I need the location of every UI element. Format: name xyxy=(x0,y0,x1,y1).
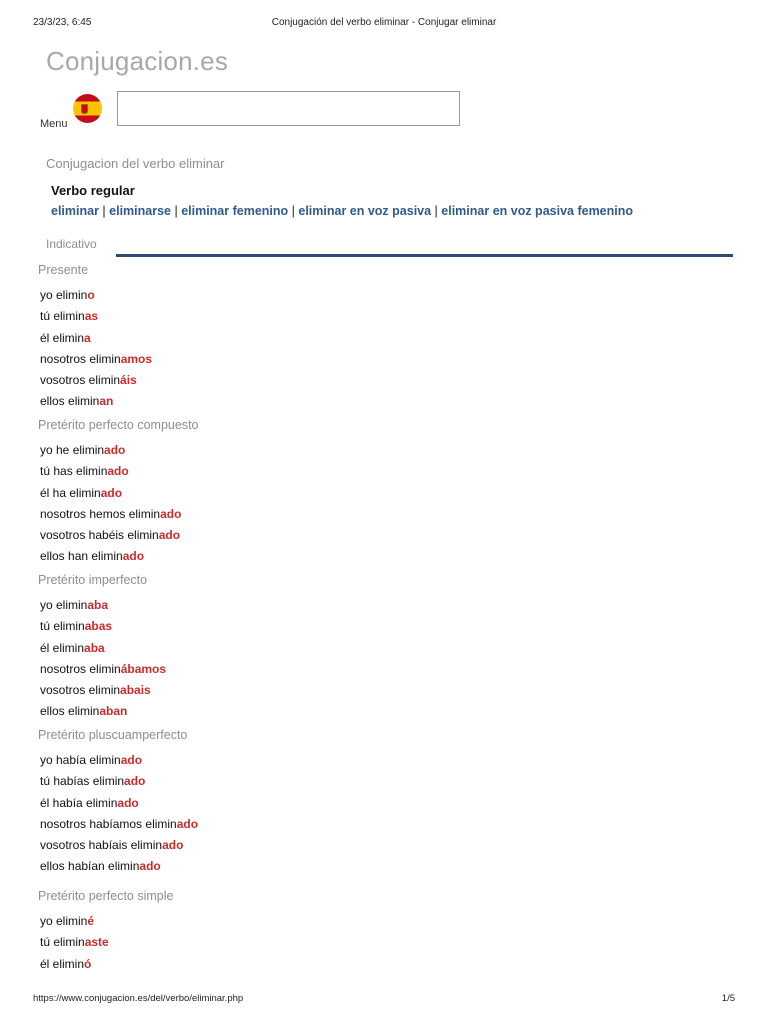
link-eliminar-voz-pasiva[interactable]: eliminar en voz pasiva xyxy=(298,204,432,218)
conjugation-row: él ha eliminado xyxy=(40,485,123,500)
print-doc-title: Conjugación del verbo eliminar - Conjugar eliminar xyxy=(271,17,497,28)
conjugation-row: vosotros eliminabais xyxy=(40,683,151,698)
conjugation-row: vosotros elimináis xyxy=(40,373,137,388)
tense-title: Pretérito pluscuamperfecto xyxy=(38,728,188,742)
tense-title: Presente xyxy=(38,263,89,277)
conjugation-list xyxy=(38,440,199,568)
conjugation-list xyxy=(38,750,198,878)
conjugation-row: nosotros hemos eliminado xyxy=(40,506,182,521)
tense-title: Pretérito perfecto simple xyxy=(38,889,174,903)
conjugation-row: ellos han eliminado xyxy=(40,549,145,564)
conjugation-row: ellos habían eliminado xyxy=(40,859,161,874)
related-verb-links: eliminar | eliminarse | eliminar femenino | eliminar en voz pasiva | eliminar en voz pasiva femenino xyxy=(51,204,634,218)
conjugation-row: vosotros habíais eliminado xyxy=(40,838,184,853)
conjugation-row: tú eliminabas xyxy=(40,619,113,634)
conjugation-row: tú habías eliminado xyxy=(40,774,146,789)
search-input[interactable] xyxy=(117,91,460,126)
link-eliminar-voz-pasiva-femenino[interactable]: eliminar en voz pasiva femenino xyxy=(441,204,634,218)
verb-type-label: Verbo regular xyxy=(51,183,135,198)
conjugation-row: tú has eliminado xyxy=(40,464,129,479)
conjugation-list xyxy=(38,285,152,413)
print-date: 23/3/23, 6:45 xyxy=(33,17,92,28)
coat-of-arms-icon xyxy=(81,104,88,114)
conjugation-row: yo elimino xyxy=(40,288,95,302)
menu-button[interactable]: Menu xyxy=(40,118,68,130)
conjugation-row: él había eliminado xyxy=(40,795,139,810)
conjugation-row: ellos eliminan xyxy=(40,394,114,409)
tense-preterito-imperfecto xyxy=(38,573,166,723)
spain-flag-icon[interactable] xyxy=(73,94,102,123)
link-eliminar[interactable]: eliminar xyxy=(51,204,99,218)
print-url: https://www.conjugacion.es/del/verbo/eliminar.php xyxy=(33,993,244,1004)
link-eliminarse[interactable]: eliminarse xyxy=(109,204,171,218)
link-eliminar-femenino[interactable]: eliminar femenino xyxy=(181,204,289,218)
print-header xyxy=(33,17,735,31)
conjugation-list xyxy=(38,911,173,975)
conjugation-row: vosotros habéis eliminado xyxy=(40,528,181,543)
conjugation-row: yo he eliminado xyxy=(40,443,126,457)
conjugation-row: él eliminó xyxy=(40,956,92,971)
conjugation-list xyxy=(38,595,166,723)
tense-preterito-perfecto-compuesto xyxy=(38,418,199,568)
tense-title: Pretérito imperfecto xyxy=(38,573,148,587)
tense-presente xyxy=(38,263,152,413)
conjugation-row: nosotros eliminamos xyxy=(40,351,153,366)
tense-title: Pretérito perfecto compuesto xyxy=(38,418,199,432)
tab-indicativo[interactable]: Indicativo xyxy=(46,237,97,251)
site-logo[interactable]: Conjugacion.es xyxy=(46,46,229,76)
conjugation-row: tú eliminas xyxy=(40,309,99,324)
conjugation-row: él eliminaba xyxy=(40,640,105,655)
page-number: 1/5 xyxy=(721,993,735,1004)
conjugation-row: yo había eliminado xyxy=(40,753,143,767)
conjugation-row: él elimina xyxy=(40,330,91,345)
conjugation-row: yo eliminé xyxy=(40,914,95,928)
conjugation-row: yo eliminaba xyxy=(40,598,109,612)
page-heading: Conjugacion del verbo eliminar xyxy=(46,156,225,171)
tense-preterito-perfecto-simple xyxy=(38,889,173,975)
tab-divider xyxy=(116,254,733,257)
conjugation-row: nosotros eliminábamos xyxy=(40,661,167,676)
print-footer xyxy=(33,993,735,1007)
conjugation-row: nosotros habíamos eliminado xyxy=(40,816,199,831)
conjugation-row: tú eliminaste xyxy=(40,935,109,950)
tense-preterito-pluscuamperfecto xyxy=(38,728,198,878)
conjugation-row: ellos eliminaban xyxy=(40,704,128,719)
